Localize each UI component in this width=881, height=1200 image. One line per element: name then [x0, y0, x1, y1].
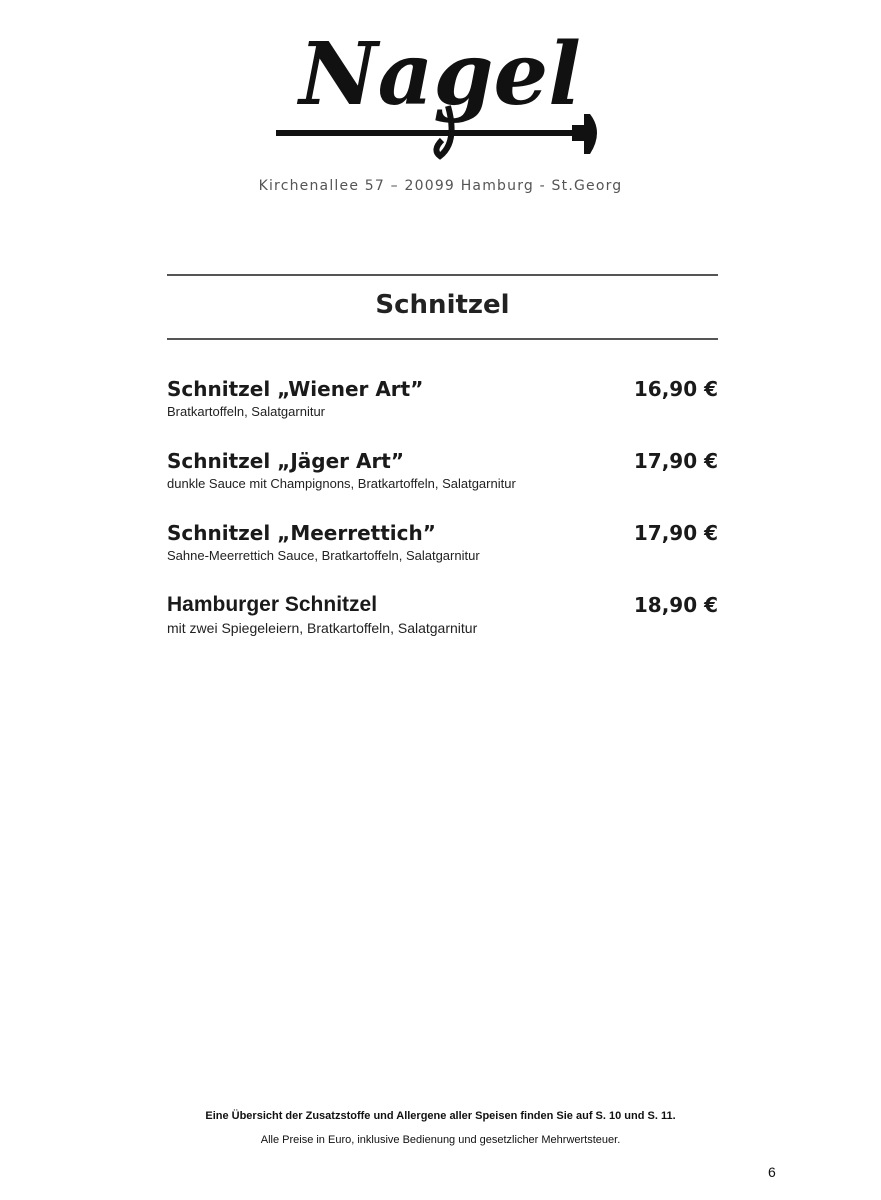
menu-item-description: Bratkartoffeln, Salatgarnitur [167, 404, 326, 419]
restaurant-address: Kirchenallee 57 – 20099 Hamburg - St.Georg [258, 178, 623, 194]
nagel-logo-graphic [272, 22, 608, 162]
menu-item-name: Schnitzel „Meerrettich” [167, 521, 436, 545]
section-rule-bottom [167, 338, 718, 340]
price-note: Alle Preise in Euro, inklusive Bedienung und gesetzlicher Mehrwertsteuer. [260, 1134, 621, 1146]
svg-text:Nagel: Nagel [299, 24, 581, 125]
allergen-note: Eine Übersicht der Zusatzstoffe und Allergene aller Speisen finden Sie auf S. 10 und S. 11. [205, 1110, 676, 1122]
menu-item-name: Hamburger Schnitzel [167, 593, 378, 616]
menu-item-description: Sahne-Meerrettich Sauce, Bratkartoffeln, Salatgarnitur [167, 548, 480, 563]
restaurant-logo [272, 22, 608, 162]
section-rule-top [167, 274, 718, 276]
menu-item-description: dunkle Sauce mit Champignons, Bratkartoffeln, Salatgarnitur [167, 476, 516, 491]
menu-item [167, 593, 718, 665]
menu-item-price: 17,90 € [633, 521, 718, 545]
menu-item [167, 377, 718, 449]
menu-item-name: Schnitzel „Jäger Art” [167, 449, 405, 473]
menu-item [167, 521, 718, 593]
menu-list [167, 377, 718, 665]
menu-item-description: mit zwei Spiegeleiern, Bratkartoffeln, Salatgarnitur [167, 620, 478, 636]
section-title: Schnitzel [375, 290, 510, 320]
menu-item-name: Schnitzel „Wiener Art” [167, 377, 424, 401]
menu-item [167, 449, 718, 521]
page-number: 6 [768, 1164, 776, 1180]
menu-item-price: 18,90 € [633, 593, 718, 617]
menu-item-price: 16,90 € [633, 377, 718, 401]
menu-item-price: 17,90 € [633, 449, 718, 473]
